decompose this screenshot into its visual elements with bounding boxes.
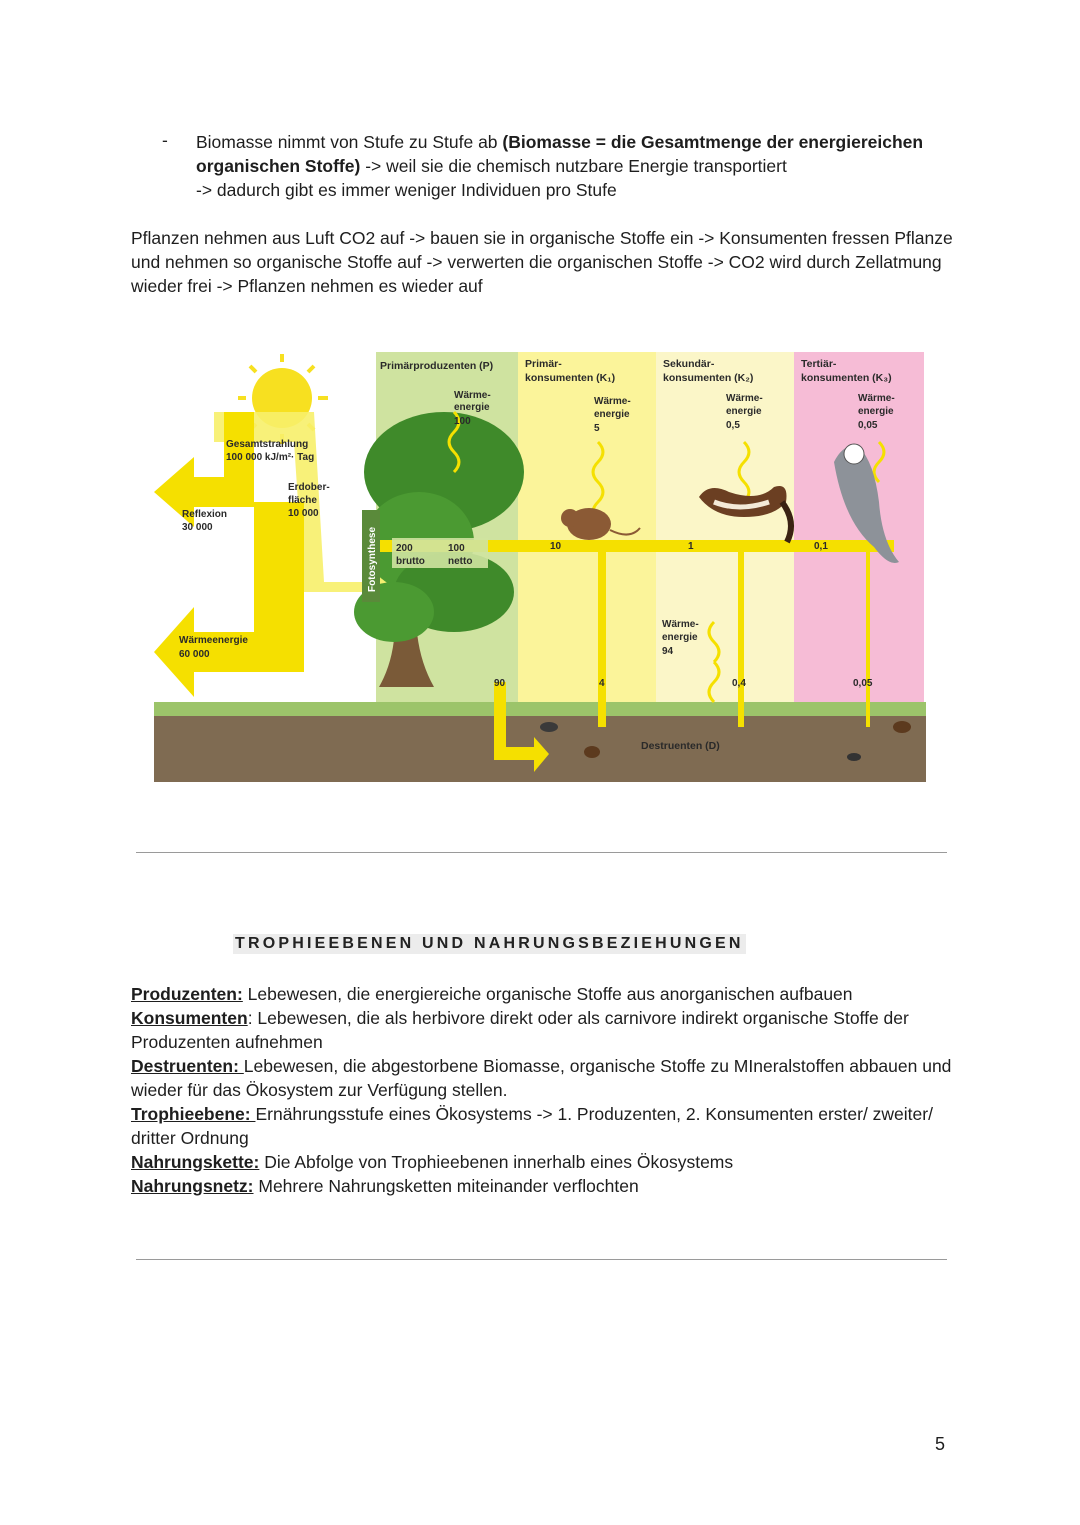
reflexion-label-b: 30 000 <box>182 522 213 533</box>
beetle-icon <box>540 722 558 732</box>
flow-k2: 1 <box>688 541 694 552</box>
divider-1 <box>136 852 947 853</box>
heat-k1-val: 5 <box>594 423 600 434</box>
definition-consumers <box>131 1006 961 1054</box>
heat-k1-a: Wärme- <box>594 396 631 407</box>
label-k2-b: konsumenten (K₂) <box>663 372 754 384</box>
term-food-web: Nahrungsnetz: <box>131 1176 254 1196</box>
heat-k3-a: Wärme- <box>858 393 895 404</box>
biomass-definition: (Biomasse = die Gesamtmenge der energiereichen organischen Stoffe) <box>196 132 924 176</box>
label-k1-a: Primär- <box>525 358 562 370</box>
heat-p-a: Wärme- <box>454 390 491 401</box>
flow-k3: 0,1 <box>814 541 828 552</box>
term-food-chain: Nahrungskette: <box>131 1152 260 1172</box>
sun-label-b: 100 000 kJ/m²· Tag <box>226 452 315 463</box>
bullet-line3: -> dadurch gibt es immer weniger Individuen pro Stufe <box>196 180 617 200</box>
definition-food-chain <box>131 1150 961 1174</box>
grass-strip <box>154 702 926 716</box>
net-label: netto <box>448 556 473 567</box>
photosynthesis-label: Fotosynthese <box>367 526 378 592</box>
gross-value: 200 <box>396 543 413 554</box>
text-food-web: Mehrere Nahrungsketten miteinander verflochten <box>253 1176 639 1196</box>
definition-trophic-level <box>131 1102 961 1150</box>
text-trophic-level: Ernährungsstufe eines Ökosystems -> 1. Produzenten, 2. Konsumenten erster/ zweiter/ dritter Ordnung <box>131 1104 933 1148</box>
snail-icon-2 <box>893 721 911 733</box>
bullet-intro: Biomasse nimmt von Stufe zu Stufe ab <box>196 132 503 152</box>
carbon-cycle-paragraph: Pflanzen nehmen aus Luft CO2 auf -> bauen sie in organische Stoffe ein -> Konsumenten fressen Pflanze und nehmen so organische Stoffe auf -> verwerten die organischen Stoffe -> CO2 wird durch Zellatmung wieder frei -> Pflanzen nehmen es wieder auf <box>131 228 953 296</box>
text-producers: Lebewesen, die energiereiche organische Stoffe aus anorganischen aufbauen <box>242 984 853 1004</box>
waste-heat-label-b: 60 000 <box>179 649 210 660</box>
term-consumers: Konsumenten <box>131 1008 248 1028</box>
heat-decomp-b: energie <box>662 632 698 643</box>
text-destruents: Lebewesen, die abgestorbene Biomasse, organische Stoffe zu MIneralstoffen abbauen und wieder für das Ökosystem zur Verfügung stellen. <box>131 1056 952 1100</box>
term-producers: Produzenten: <box>131 984 243 1004</box>
label-producer: Primärproduzenten (P) <box>380 360 494 372</box>
divider-2 <box>136 1259 947 1260</box>
bullet-marker: - <box>162 130 168 150</box>
term-destruents: Destruenten: <box>131 1056 244 1076</box>
sun-label-a: Gesamtstrahlung <box>226 439 309 450</box>
definition-producers <box>131 982 961 1006</box>
net-value: 100 <box>448 543 465 554</box>
definition-destruents <box>131 1054 961 1102</box>
term-trophic-level: Trophieebene: <box>131 1104 256 1124</box>
earth-label-a: Erdober- <box>288 482 330 493</box>
earth-label-c: 10 000 <box>288 508 319 519</box>
heat-decomp-a: Wärme- <box>662 619 699 630</box>
beetle-icon-2 <box>847 753 861 761</box>
k3-dead-arrow <box>866 552 870 727</box>
heat-p-val: 100 <box>454 416 471 427</box>
heat-k2-val: 0,5 <box>726 420 740 431</box>
secondary-consumer-column <box>656 352 794 722</box>
dead-k1: 4 <box>599 678 605 689</box>
label-k3-a: Tertiär- <box>801 358 837 370</box>
earth-label-b: fläche <box>288 495 317 506</box>
heat-k2-a: Wärme- <box>726 393 763 404</box>
heat-k1-b: energie <box>594 409 630 420</box>
k1-dead-arrow <box>598 552 606 727</box>
k2-dead-arrow <box>738 552 744 727</box>
dead-p: 90 <box>494 678 506 689</box>
dead-k2: 0,4 <box>732 678 746 689</box>
label-k2-a: Sekundär- <box>663 358 715 370</box>
waste-heat-label-a: Wärmeenergie <box>179 635 248 646</box>
heat-p-b: energie <box>454 402 490 413</box>
definition-food-web <box>131 1174 961 1198</box>
heat-decomp-val: 94 <box>662 646 674 657</box>
gross-label: brutto <box>396 556 425 567</box>
snail-icon <box>584 746 600 758</box>
reflexion-label-a: Reflexion <box>182 509 228 520</box>
section-heading: TROPHIEEBENEN UND NAHRUNGSBEZIEHUNGEN <box>235 935 744 952</box>
destruents-label: Destruenten (D) <box>641 740 720 752</box>
page-number: 5 <box>935 1434 946 1454</box>
label-k1-b: konsumenten (K₁) <box>525 372 616 384</box>
flow-k1: 10 <box>550 541 562 552</box>
text-food-chain: Die Abfolge von Trophieebenen innerhalb eines Ökosystems <box>259 1152 734 1172</box>
heat-k3-b: energie <box>858 406 894 417</box>
energy-flow-diagram <box>154 352 926 782</box>
text-consumers: : Lebewesen, die als herbivore direkt oder als carnivore indirekt organische Stoffe der Produzenten aufnehmen <box>131 1008 909 1052</box>
definitions-list <box>131 982 961 1198</box>
label-k3-b: konsumenten (K₃) <box>801 372 892 384</box>
dead-k3: 0,05 <box>853 678 873 689</box>
bullet-rest: -> weil sie die chemisch nutzbare Energie transportiert <box>360 156 787 176</box>
bullet-text <box>196 130 986 202</box>
heat-k3-val: 0,05 <box>858 420 878 431</box>
heat-k2-b: energie <box>726 406 762 417</box>
